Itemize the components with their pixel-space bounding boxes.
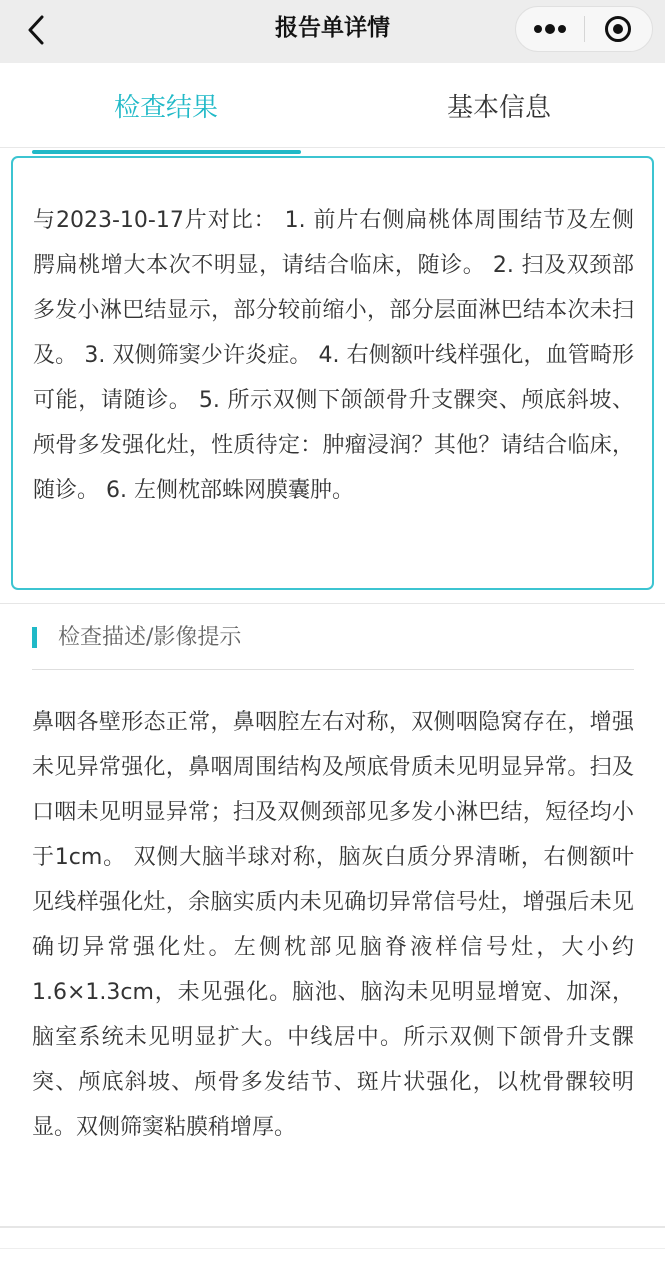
tab-bar [0, 63, 665, 148]
chevron-left-icon [26, 14, 46, 46]
target-circle-icon [604, 15, 632, 43]
section-title: 检查描述/影像提示 [58, 625, 242, 650]
section-accent-bar [32, 627, 37, 648]
active-tab-indicator [32, 150, 301, 154]
description-text: 鼻咽各壁形态正常，鼻咽腔左右对称，双侧咽隐窝存在，增强未见异常强化，鼻咽周围结构及颅底骨质未见明显异常。扫及口咽未见明显异常；扫及双侧颈部见多发小淋巴结，短径均小于1cm。 双侧大脑半球对称，脑灰白质分界清晰，右侧额叶见线样强化灶，余脑实质内未见确切异常信号灶，增强后未见确切异常强化灶。左侧枕部见脑脊液样信号灶，大小约1.6×1.3cm，未见强化。脑池、脑沟未见明显增宽、加深，脑室系统未见明显扩大。中线居中。所示双侧下颌骨升支髁突、颅底斜坡、颅骨多发结节、斑片状强化，以枕骨髁较明显。双侧筛窦粘膜稍增厚。 [32, 710, 634, 1140]
mini-program-capsule [515, 6, 653, 52]
result-text: 与2023-10-17片对比： 1. 前片右侧扁桃体周围结节及左侧腭扁桃增大本次不明显，请结合临床，随诊。 2. 扫及双颈部多发小淋巴结显示，部分较前缩小，部分层面淋巴结本次未扫及。 3. 双侧筛窦少许炎症。 4. 右侧额叶线样强化，血管畸形可能，请随诊。 5. 所示双侧下颌颌骨升支髁突、颅底斜坡、颅骨多发强化灶，性质待定：肿瘤浸润？其他？请结合临床，随诊。 6. 左侧枕部蛛网膜囊肿。 [33, 208, 634, 503]
close-mini-program-button[interactable] [585, 7, 653, 51]
bottom-divider [0, 1226, 665, 1228]
more-dots-icon [533, 23, 567, 35]
tab-basic-info[interactable]: 基本信息 [446, 93, 551, 123]
bottom-divider-secondary [0, 1248, 665, 1249]
more-button[interactable] [516, 7, 584, 51]
page-title: 报告单详情 [275, 15, 390, 41]
navigation-bar [0, 0, 665, 63]
section-header [32, 613, 634, 670]
section-divider [0, 603, 665, 604]
tab-check-result[interactable]: 检查结果 [113, 93, 218, 123]
result-card [11, 156, 654, 590]
back-button[interactable] [14, 10, 58, 50]
